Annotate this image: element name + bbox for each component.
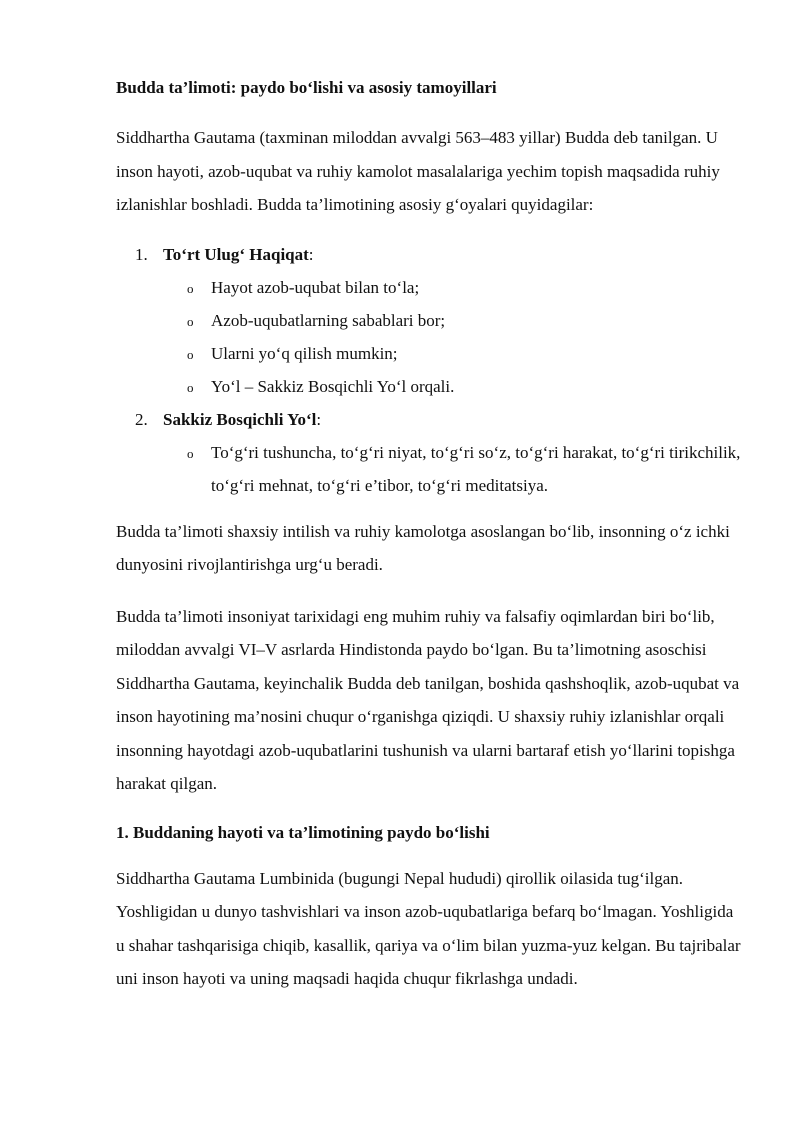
bullet-circle-icon: o bbox=[187, 346, 194, 362]
bullet-circle-icon: o bbox=[187, 313, 194, 329]
list-item-text: Yo‘l – Sakkiz Bosqichli Yo‘l orqali. bbox=[211, 376, 455, 396]
principle-colon: : bbox=[308, 244, 314, 264]
list-item-text: Ularni yo‘q qilish mumkin; bbox=[211, 343, 398, 363]
truths-sublist bbox=[163, 271, 746, 403]
principle-colon: : bbox=[316, 409, 322, 429]
list-item bbox=[163, 271, 746, 304]
principle-title: Sakkiz Bosqichli Yo‘l bbox=[163, 409, 317, 429]
intro-paragraph: Siddhartha Gautama (taxminan miloddan avvalgi 563–483 yillar) Budda deb tanilgan. U inson hayoti, azob-uqubat va ruhiy kamolot masalalariga yechim topish maqsadida ruhiy izlanishlar boshladi. Budda ta’limotining asosiy g‘oyalari quyidagilar: bbox=[116, 128, 720, 214]
paragraph-personal: Budda ta’limoti shaxsiy intilish va ruhiy kamolotga asoslangan bo‘lib, insonning o‘z ichki dunyosini rivojlantirishga urg‘u beradi. bbox=[116, 521, 730, 574]
bullet-circle-icon: o bbox=[187, 445, 194, 461]
principle-title: To‘rt Ulug‘ Haqiqat bbox=[163, 244, 309, 264]
bullet-circle-icon: o bbox=[187, 280, 194, 296]
path-sublist bbox=[163, 436, 746, 502]
principle-four-noble-truths bbox=[116, 238, 746, 403]
principles-list bbox=[116, 238, 746, 502]
list-item bbox=[163, 304, 746, 337]
list-number: 1. bbox=[135, 244, 148, 264]
document-title: Budda ta’limoti: paydo bo‘lishi va asosiy tamoyillari bbox=[116, 78, 497, 97]
list-item bbox=[163, 337, 746, 370]
document-page bbox=[116, 76, 746, 996]
paragraph-history: Budda ta’limoti insoniyat tarixidagi eng muhim ruhiy va falsafiy oqimlardan biri bo‘lib, miloddan avvalgi VI–V asrlarda Hindistonda paydo bo‘lgan. Bu ta’limotning asoschisi Siddhartha Gautama, keyinchalik Budda deb tanilgan, boshida qashshoqlik, azob-uqubat va inson hayotining ma’nosini chuqur o‘rganishga qiziqdi. U shaxsiy ruhiy izlanishlar orqali insonning hayotdagi azob-uqubatlarini tushunish va ularni bartaraf etish yo‘llarini topishga harakat qilgan. bbox=[116, 606, 740, 793]
bullet-circle-icon: o bbox=[187, 379, 194, 395]
list-number: 2. bbox=[135, 409, 148, 429]
list-item bbox=[163, 436, 746, 502]
principle-eightfold-path bbox=[116, 403, 746, 502]
section-1-heading: 1. Buddaning hayoti va ta’limotining paydo bo‘lishi bbox=[116, 822, 490, 842]
section-1-paragraph: Siddhartha Gautama Lumbinida (bugungi Nepal hududi) qirollik oilasida tug‘ilgan. Yoshligidan u dunyo tashvishlari va inson azob-uqubatlariga befarq bo‘lmagan. Yoshligida u shahar tashqarisiga chiqib, kasallik, qariya va o‘lim bilan yuzma-yuz kelgan. Bu tajribalar uni inson hayoti va uning maqsadi haqida chuqur fikrlashga undadi. bbox=[116, 868, 741, 988]
list-item bbox=[163, 370, 746, 403]
list-item-text: To‘g‘ri tushuncha, to‘g‘ri niyat, to‘g‘ri so‘z, to‘g‘ri harakat, to‘g‘ri tirikchilik, to‘g‘ri mehnat, to‘g‘ri e’tibor, to‘g‘ri meditatsiya. bbox=[211, 442, 741, 495]
list-item-text: Hayot azob-uqubat bilan to‘la; bbox=[211, 277, 420, 297]
list-item-text: Azob-uqubatlarning sabablari bor; bbox=[211, 310, 446, 330]
